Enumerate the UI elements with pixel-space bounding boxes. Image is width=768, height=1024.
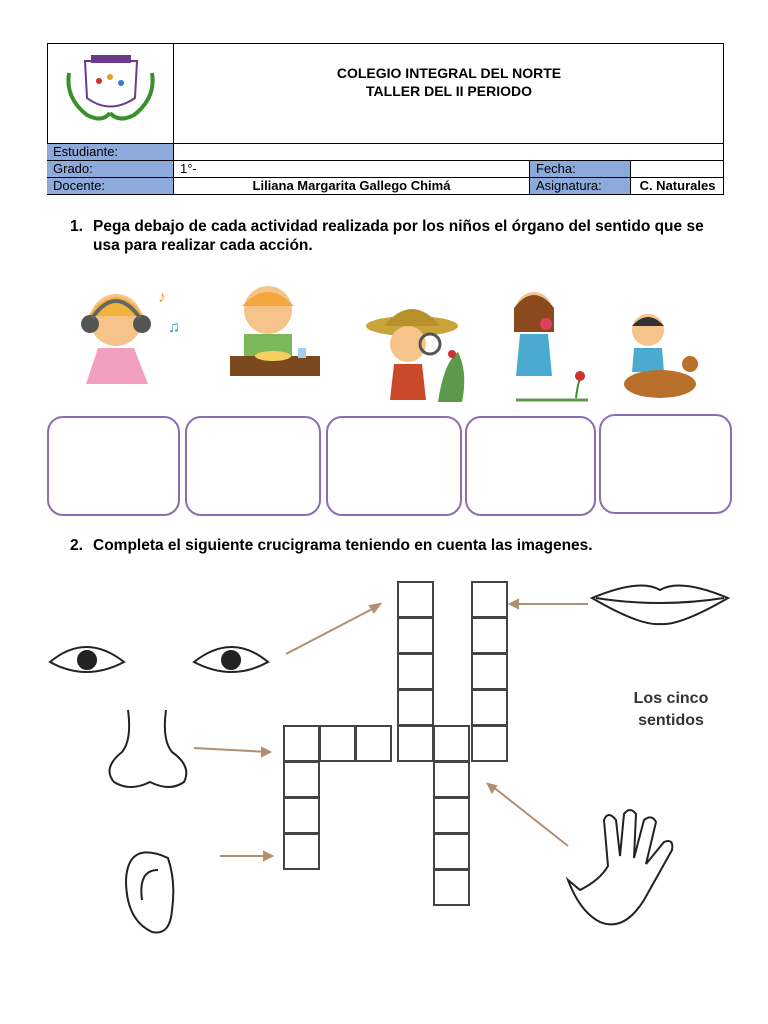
- subject-name: C. Naturales: [639, 178, 716, 193]
- crossword-cell[interactable]: [433, 725, 470, 762]
- question-1-number: 1.: [70, 218, 83, 235]
- teacher-name: Liliana Margarita Gallego Chimá: [174, 178, 530, 194]
- mouth-drawing: [592, 586, 728, 625]
- header-title: [174, 64, 724, 100]
- eyes-drawing: [50, 647, 268, 672]
- question-1: [70, 217, 730, 257]
- crossword-cell[interactable]: [397, 617, 434, 654]
- crossword-cell[interactable]: [433, 761, 470, 798]
- crossword-cell[interactable]: [283, 833, 320, 870]
- crossword-cell[interactable]: [433, 833, 470, 870]
- crossword-cell[interactable]: [471, 653, 508, 690]
- grade-field[interactable]: 1°-: [174, 161, 530, 177]
- crossword-cell[interactable]: [283, 761, 320, 798]
- caption-line-2: sentidos: [638, 712, 704, 729]
- school-logo: [47, 43, 174, 143]
- activity-illustrations: [48, 272, 728, 412]
- crossword-cell[interactable]: [397, 725, 434, 762]
- logo-cell: [47, 43, 174, 143]
- crossword-cell[interactable]: [319, 725, 356, 762]
- crossword-cell[interactable]: [397, 689, 434, 726]
- answer-box-3[interactable]: [326, 416, 462, 516]
- student-row: [47, 143, 724, 160]
- question-2-number: 2.: [70, 537, 83, 554]
- crossword-cell[interactable]: [397, 581, 434, 618]
- teacher-row: [47, 177, 724, 195]
- crossword-cell[interactable]: [471, 689, 508, 726]
- workshop-name: TALLER DEL II PERIODO: [366, 83, 532, 99]
- child-listening-illustration: [81, 289, 180, 384]
- crossword-cell[interactable]: [471, 725, 508, 762]
- grade-label: Grado:: [47, 161, 174, 177]
- svg-text:♪: ♪: [158, 289, 166, 306]
- child-magnifier-illustration: [366, 309, 464, 402]
- question-2: [70, 536, 730, 556]
- child-petting-dog-illustration: [624, 314, 698, 398]
- crossword-caption: [606, 688, 736, 732]
- school-name: COLEGIO INTEGRAL DEL NORTE: [336, 65, 562, 81]
- subject-label: Asignatura:: [530, 178, 631, 194]
- answer-box-4[interactable]: [465, 416, 596, 516]
- student-label: Estudiante:: [47, 144, 174, 160]
- child-smelling-flower-illustration: [514, 292, 588, 400]
- grade-row: [47, 160, 724, 177]
- crossword-cell[interactable]: [471, 617, 508, 654]
- teacher-label: Docente:: [47, 178, 174, 194]
- date-label: Fecha:: [530, 161, 631, 177]
- crossword-cell[interactable]: [397, 653, 434, 690]
- answer-box-2[interactable]: [185, 416, 321, 516]
- date-field[interactable]: [631, 161, 724, 177]
- ear-drawing: [126, 852, 173, 932]
- question-1-text: Pega debajo de cada actividad realizada por los niños el órgano del sentido que se usa para realizar cada acción.: [93, 218, 704, 254]
- crossword-cell[interactable]: [433, 797, 470, 834]
- hand-drawing: [568, 810, 672, 924]
- crossword-cell[interactable]: [433, 869, 470, 906]
- answer-box-1[interactable]: [47, 416, 180, 516]
- nose-drawing: [110, 710, 187, 787]
- crossword-cell[interactable]: [283, 725, 320, 762]
- question-2-text: Completa el siguiente crucigrama teniendo en cuenta las imagenes.: [93, 537, 593, 554]
- crossword-cell[interactable]: [471, 581, 508, 618]
- student-field[interactable]: [174, 144, 724, 160]
- svg-text:♫: ♫: [168, 319, 180, 336]
- crossword-cell[interactable]: [283, 797, 320, 834]
- answer-box-5[interactable]: [599, 414, 732, 514]
- caption-line-1: Los cinco: [633, 690, 709, 707]
- crossword-cell[interactable]: [355, 725, 392, 762]
- child-eating-illustration: [230, 286, 320, 376]
